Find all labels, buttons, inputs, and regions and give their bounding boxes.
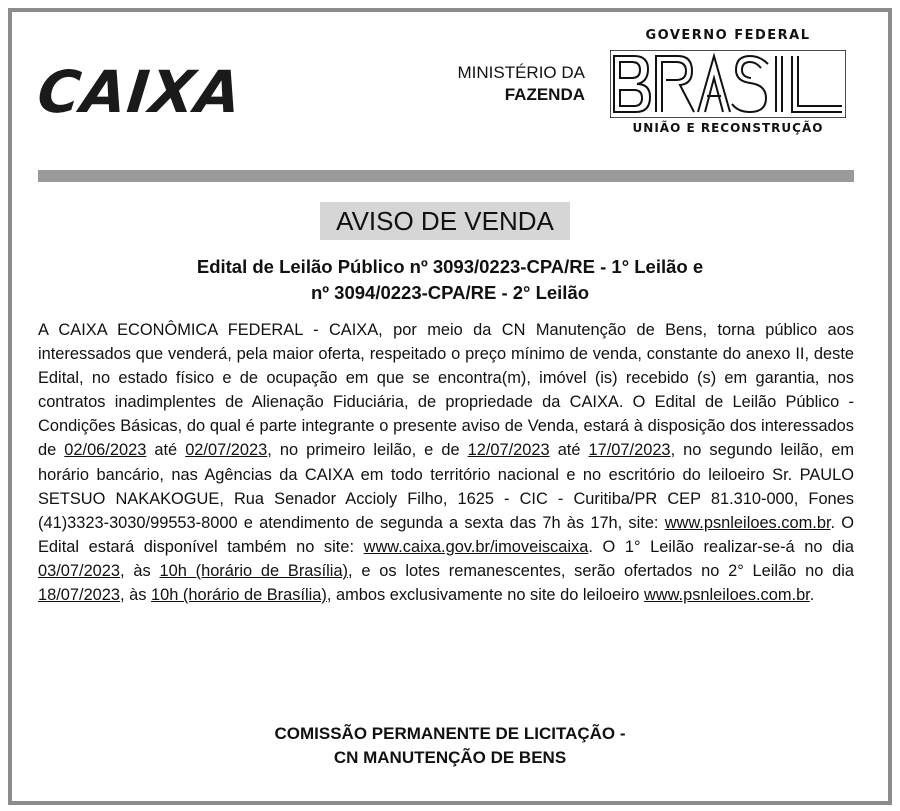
ministerio-label <box>410 62 585 106</box>
body-text-5: . O 1° Leilão realizar-se-á no dia <box>588 537 854 556</box>
date-start-2: 12/07/2023 <box>467 441 550 460</box>
body-text-4: . O Edital estará disponível também no site: <box>38 513 855 556</box>
uniao-reconstrucao-label: UNIÃO E RECONSTRUÇÃO <box>632 121 824 135</box>
notice-body <box>38 318 854 607</box>
body-text-8: , às <box>120 586 152 605</box>
ministerio-line2: FAZENDA <box>504 85 585 104</box>
body-text-ate-2: até <box>549 441 589 460</box>
header-divider <box>38 170 854 182</box>
body-text-3: , no segundo leilão, em horário bancário, nas Agências da CAIXA em todo território nacional e no escritório do leiloeiro Sr. PAULO SETSUO NAKAKOGUE, Rua Senador Accioly Filho, 1625 - CIC - Curitiba/PR CEP 81.310-000, Fones (41)3323-3030/99553-8000 e atendimento de segunda a sexta das 7h às 17h, site: <box>38 441 854 532</box>
body-text-1: A CAIXA ECONÔMICA FEDERAL - CAIXA, por meio da CN Manutenção de Bens, torna público aos interessados que venderá, pela maior oferta, respeitado o preço mínimo de venda, constante do anexo II, deste Edital, no estado físico e de ocupação em que se encontra(m), imóvel (is) recebido (s) em garantia, nos contratos inadimplentes de Alienação Fiduciária, de propriedade da CAIXA. O Edital de Leilão Público - Condições Básicas, do qual é parte integrante o presente aviso de Venda, estará à disposição dos interessados de <box>38 321 854 460</box>
date-end-2: 17/07/2023 <box>588 441 671 460</box>
hora-leilao-2: 10h (horário de Brasília) <box>151 586 327 605</box>
body-text-6: , às <box>120 561 160 580</box>
hora-leilao-1: 10h (horário de Brasília) <box>159 561 349 580</box>
signature-block <box>60 722 840 770</box>
link-psnleiloes-2[interactable]: www.psnleiloes.com.br <box>643 586 810 605</box>
edital-heading <box>60 254 840 306</box>
date-leilao-1: 03/07/2023 <box>38 561 121 580</box>
date-start-1: 02/06/2023 <box>64 441 147 460</box>
edital-line2: nº 3094/0223-CPA/RE - 2° Leilão <box>310 282 590 303</box>
caixa-logo: CAIXA <box>34 58 246 126</box>
body-text-7: , e os lotes remanescentes, serão ofertados no 2° Leilão no dia <box>348 561 854 580</box>
page-title: AVISO DE VENDA <box>320 202 570 240</box>
body-text-10: . <box>809 586 815 605</box>
governo-federal-label: GOVERNO FEDERAL <box>645 28 811 43</box>
ministerio-line1: MINISTÉRIO DA <box>457 63 585 82</box>
signature-line2: CN MANUTENÇÃO DE BENS <box>333 748 567 767</box>
brasil-logo <box>610 50 846 118</box>
signature-line1: COMISSÃO PERMANENTE DE LICITAÇÃO - <box>274 724 626 743</box>
body-text-9: , ambos exclusivamente no site do leiloeiro <box>326 586 644 605</box>
body-text-ate-1: até <box>146 441 186 460</box>
edital-line1: Edital de Leilão Público nº 3093/0223-CPA/RE - 1° Leilão e <box>196 256 704 277</box>
date-leilao-2: 18/07/2023 <box>38 586 121 605</box>
body-text-2: , no primeiro leilão, e de <box>267 441 468 460</box>
link-caixa-imoveis[interactable]: www.caixa.gov.br/imoveiscaixa <box>363 537 589 556</box>
date-end-1: 02/07/2023 <box>185 441 268 460</box>
link-psnleiloes-1[interactable]: www.psnleiloes.com.br <box>664 513 831 532</box>
